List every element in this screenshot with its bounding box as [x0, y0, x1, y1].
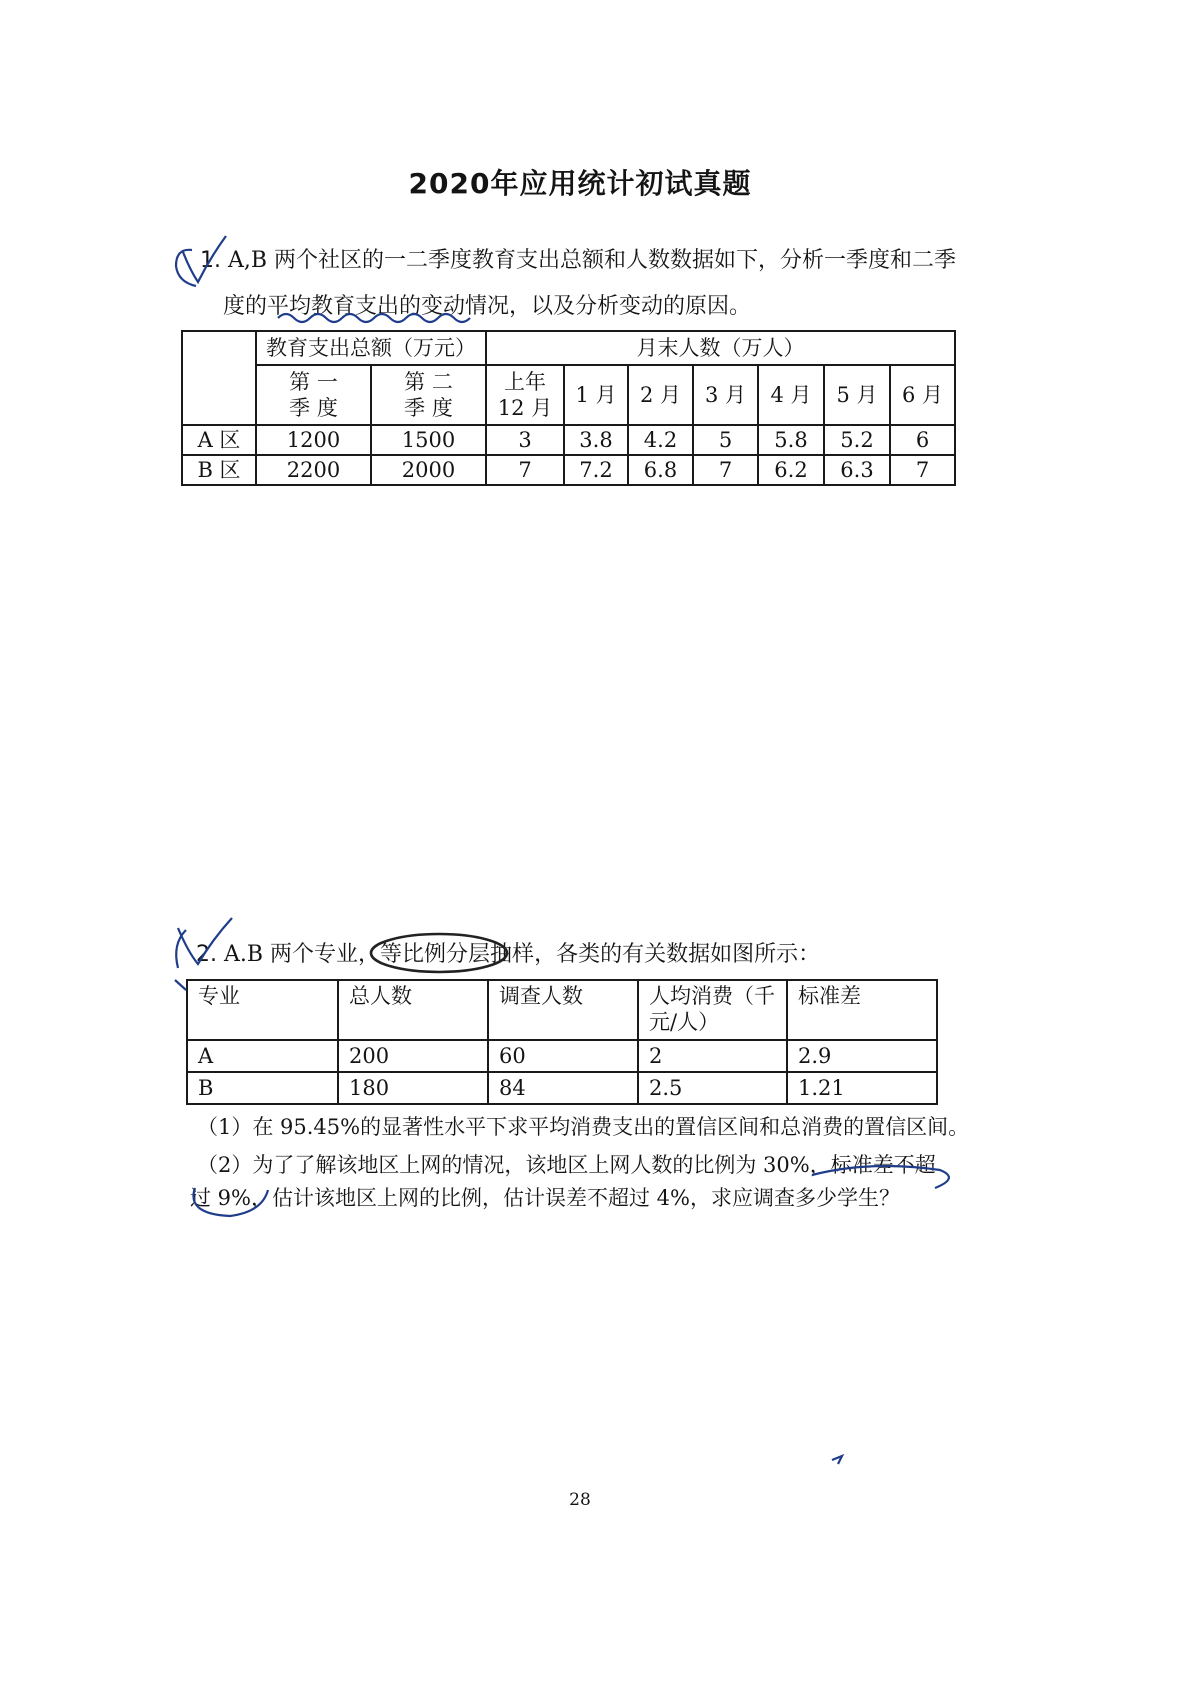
cell-q1: 1200 [256, 425, 371, 455]
header-population: 月末人数（万人） [486, 331, 955, 365]
table-row [182, 425, 955, 455]
header-q1 [256, 365, 371, 425]
cell-total: 180 [338, 1072, 488, 1104]
q1-number: 1. [200, 248, 221, 273]
header-month: 2 月 [628, 365, 693, 425]
q1-line2: 度的平均教育支出的变动情况，以及分析变动的原因。 [223, 294, 752, 319]
scan-artifact-mark [832, 1456, 842, 1464]
cell-month: 3.8 [564, 425, 628, 455]
q2-sub2-line2: 过 9%，估计该地区上网的比例，估计误差不超过 4%，求应调查多少学生？ [190, 1186, 900, 1210]
q2-sub1: （1）在 95.45%的显著性水平下求平均消费支出的置信区间和总消费的置信区间。 [197, 1115, 970, 1139]
cell-month: 6 [890, 425, 955, 455]
q1-circle-mark [176, 250, 196, 286]
cell-surveyed: 60 [488, 1040, 638, 1072]
header-major: 专业 [187, 980, 338, 1040]
cell-month: 6.3 [824, 455, 890, 485]
q2-intro [196, 940, 820, 970]
header-q1-line2: 季 度 [289, 396, 338, 420]
header-prev-dec-line1: 上年 [504, 370, 546, 394]
header-expense: 教育支出总额（万元） [256, 331, 486, 365]
cell-major: A [187, 1040, 338, 1072]
header-q2-line1: 第 二 [404, 370, 453, 394]
cell-dec: 7 [486, 455, 564, 485]
cell-month: 4.2 [628, 425, 693, 455]
header-surveyed: 调查人数 [488, 980, 638, 1040]
q1-education-table [181, 330, 956, 486]
q1-line1 [200, 246, 956, 276]
q2-number: 2. [196, 942, 217, 967]
header-month: 3 月 [693, 365, 758, 425]
cell-surveyed: 84 [488, 1072, 638, 1104]
header-std-dev: 标准差 [787, 980, 937, 1040]
q2-intro-before: A.B 两个专业， [224, 942, 381, 967]
cell-total: 200 [338, 1040, 488, 1072]
cell-avg-spend: 2 [638, 1040, 787, 1072]
cell-month: 7 [693, 455, 758, 485]
cell-q2: 1500 [371, 425, 486, 455]
q2-intro-circled: 等比例分层抽样 [380, 942, 535, 967]
cell-q2: 2000 [371, 455, 486, 485]
header-prev-dec-line2: 12 月 [497, 396, 553, 420]
row-label: A 区 [182, 425, 256, 455]
page-title: 2020年应用统计初试真题 [408, 167, 752, 200]
header-q1-line1: 第 一 [289, 370, 338, 394]
header-prev-dec [486, 365, 564, 425]
cell-month: 7 [890, 455, 955, 485]
row-label: B 区 [182, 455, 256, 485]
cell-month: 5.8 [758, 425, 824, 455]
page-number: 28 [569, 1490, 591, 1510]
header-month: 1 月 [564, 365, 628, 425]
cell-month: 6.2 [758, 455, 824, 485]
cell-month: 7.2 [564, 455, 628, 485]
table-corner-cell [182, 331, 256, 425]
header-avg-spend [638, 980, 787, 1040]
header-month: 4 月 [758, 365, 824, 425]
q1-text-1: A,B 两个社区的一二季度教育支出总额和人数数据如下，分析一季度和二季 [228, 248, 957, 273]
header-q2-line2: 季 度 [404, 396, 453, 420]
header-month: 6 月 [890, 365, 955, 425]
table-row [182, 455, 955, 485]
header-avg-spend-line2: 元/人） [649, 1010, 720, 1034]
header-total: 总人数 [338, 980, 488, 1040]
q2-tick-mark [175, 980, 186, 990]
header-month: 5 月 [824, 365, 890, 425]
q2-sub2-line1: （2）为了了解该地区上网的情况，该地区上网人数的比例为 30%，标准差不超 [197, 1153, 936, 1177]
header-q2 [371, 365, 486, 425]
cell-month: 5.2 [824, 425, 890, 455]
cell-major: B [187, 1072, 338, 1104]
cell-std-dev: 1.21 [787, 1072, 937, 1104]
table-row [187, 1040, 937, 1072]
cell-month: 6.8 [628, 455, 693, 485]
cell-std-dev: 2.9 [787, 1040, 937, 1072]
q2-major-table [186, 979, 938, 1105]
cell-dec: 3 [486, 425, 564, 455]
cell-month: 5 [693, 425, 758, 455]
table-row [187, 1072, 937, 1104]
q2-intro-after: ，各类的有关数据如图所示： [534, 942, 821, 967]
cell-q1: 2200 [256, 455, 371, 485]
q2-circle-mark [176, 930, 186, 968]
header-avg-spend-line1: 人均消费（千 [649, 984, 775, 1008]
cell-avg-spend: 2.5 [638, 1072, 787, 1104]
